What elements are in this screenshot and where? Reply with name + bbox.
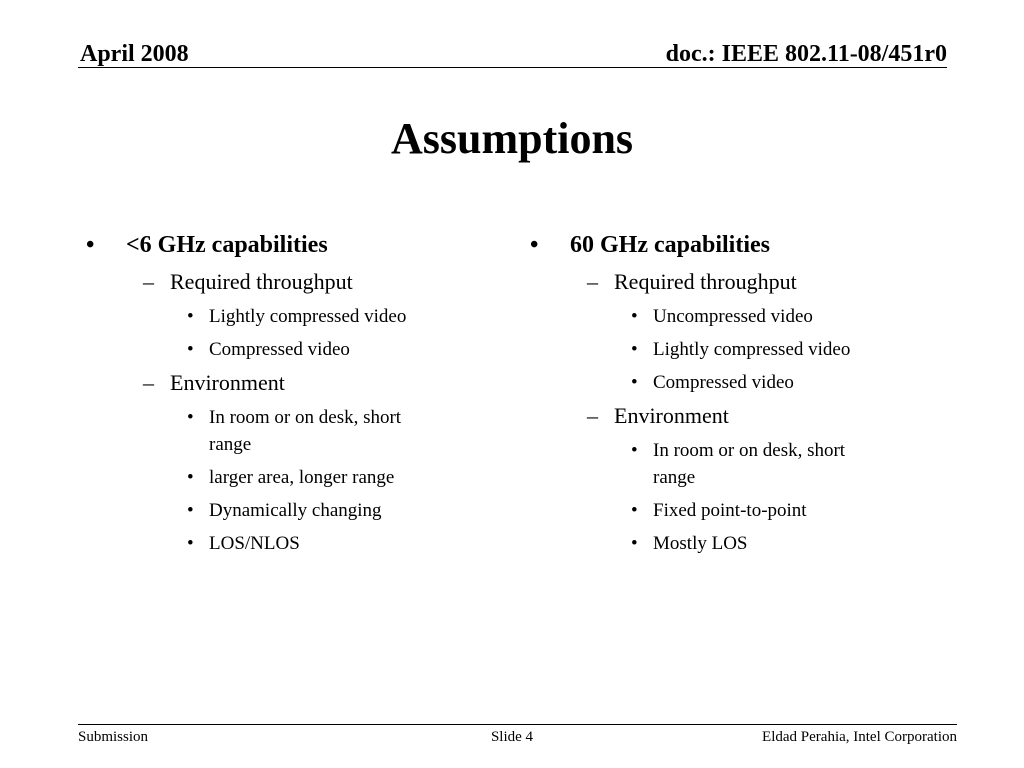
right-heading: 60 GHz capabilities	[570, 232, 770, 258]
list-item	[530, 369, 883, 396]
list-item-text: larger area, longer range	[209, 467, 395, 488]
right-throughput-item	[530, 267, 880, 297]
bullet-icon: •	[86, 232, 95, 258]
left-environment-item	[86, 368, 436, 398]
right-heading-item	[530, 228, 880, 262]
left-heading: <6 GHz capabilities	[126, 232, 328, 258]
list-item-text: Fixed point-to-point	[653, 500, 807, 521]
list-item-text: Lightly compressed video	[653, 339, 851, 360]
bullet-icon: •	[631, 372, 638, 393]
list-item	[86, 303, 439, 330]
header-date: April 2008	[80, 41, 189, 67]
dash-bullet-icon: –	[587, 269, 598, 294]
list-item-text: Lightly compressed video	[209, 306, 407, 327]
bullet-icon: •	[187, 306, 194, 327]
list-item	[530, 530, 883, 557]
right-throughput-label: Required throughput	[614, 269, 797, 294]
dash-bullet-icon: –	[143, 269, 154, 294]
list-item-text: In room or on desk, short range	[653, 440, 846, 488]
footer-author: Eldad Perahia, Intel Corporation	[762, 729, 957, 745]
list-item-text: LOS/NLOS	[209, 533, 300, 554]
list-item-text: Compressed video	[653, 372, 794, 393]
bullet-icon: •	[187, 467, 194, 488]
list-item	[530, 336, 883, 363]
list-item-text: In room or on desk, short range	[209, 407, 402, 455]
bullet-icon: •	[631, 440, 638, 461]
slide-title: Assumptions	[390, 114, 634, 163]
left-throughput-item	[86, 267, 436, 297]
footer-divider	[78, 724, 957, 725]
header-doc-id: doc.: IEEE 802.11-08/451r0	[665, 41, 947, 67]
left-column	[86, 228, 436, 557]
header-divider	[78, 67, 947, 68]
bullet-icon: •	[187, 407, 194, 428]
bullet-icon: •	[187, 339, 194, 360]
bullet-icon: •	[187, 533, 194, 554]
list-item	[530, 437, 883, 491]
dash-bullet-icon: –	[587, 403, 598, 428]
list-item	[86, 404, 439, 458]
list-item-text: Dynamically changing	[209, 500, 382, 521]
slide-number: Slide 4	[490, 729, 534, 745]
list-item	[530, 303, 883, 330]
bullet-icon: •	[631, 500, 638, 521]
bullet-icon: •	[631, 533, 638, 554]
right-environment-item	[530, 401, 880, 431]
list-item	[86, 464, 439, 491]
right-column	[530, 228, 880, 557]
left-throughput-label: Required throughput	[170, 269, 353, 294]
left-environment-label: Environment	[170, 370, 285, 395]
list-item	[86, 336, 439, 363]
bullet-icon: •	[530, 232, 539, 258]
list-item-text: Mostly LOS	[653, 533, 748, 554]
list-item	[86, 530, 439, 557]
footer-submission: Submission	[78, 729, 149, 745]
list-item	[86, 497, 439, 524]
dash-bullet-icon: –	[143, 370, 154, 395]
left-heading-item	[86, 228, 436, 262]
bullet-icon: •	[631, 339, 638, 360]
list-item-text: Compressed video	[209, 339, 350, 360]
bullet-icon: •	[187, 500, 194, 521]
list-item	[530, 497, 883, 524]
right-environment-label: Environment	[614, 403, 729, 428]
bullet-icon: •	[631, 306, 638, 327]
list-item-text: Uncompressed video	[653, 306, 813, 327]
